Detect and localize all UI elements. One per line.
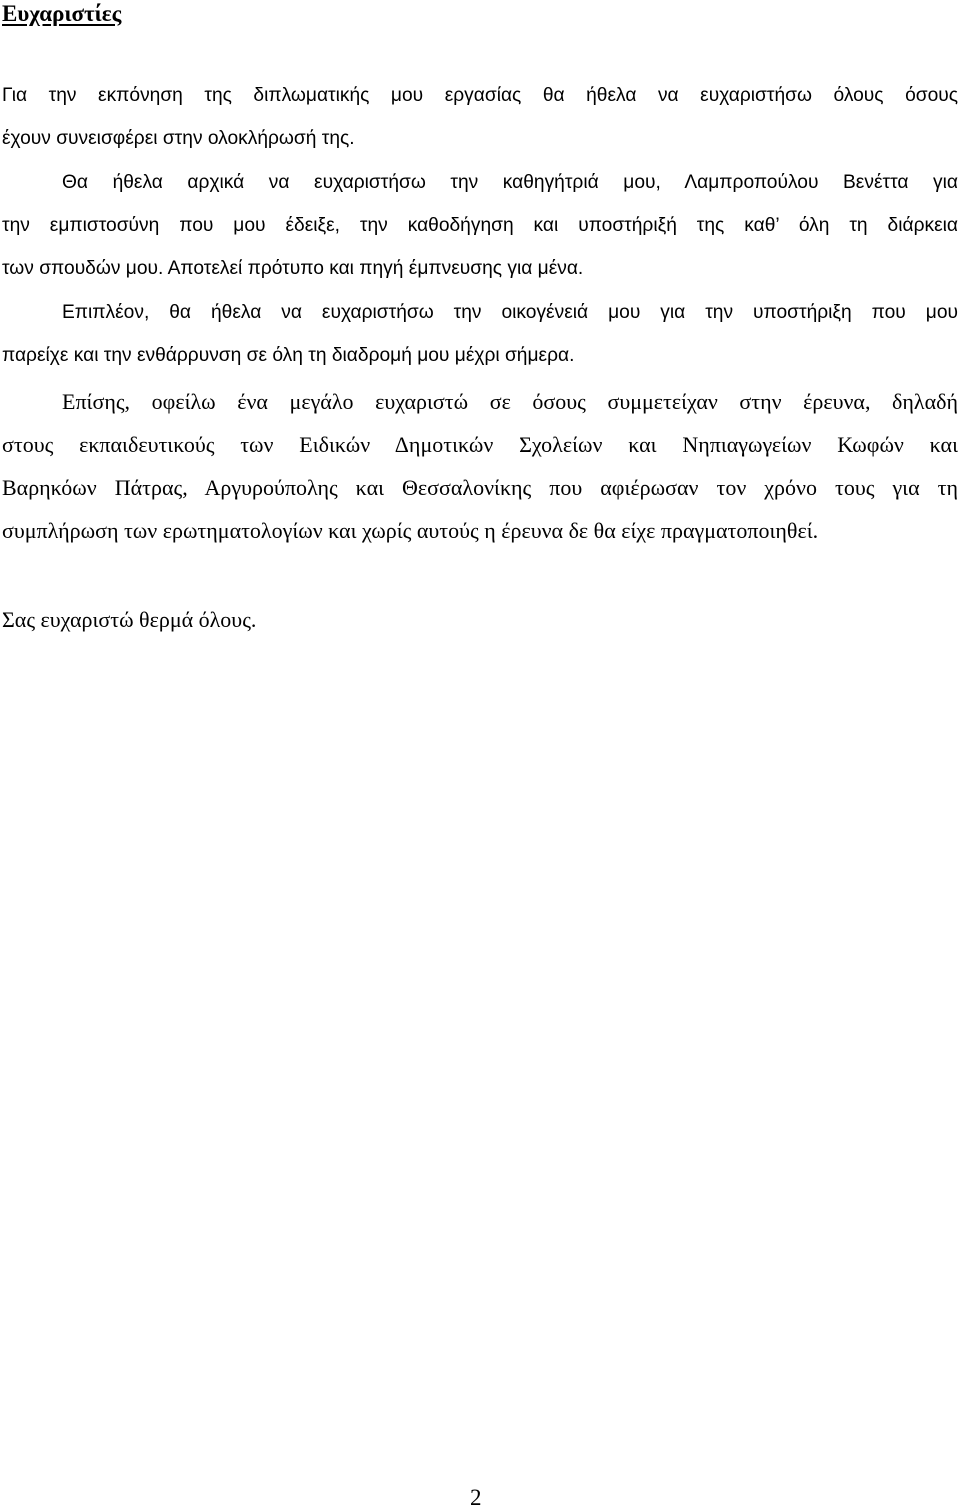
paragraph-participants — [2, 380, 958, 552]
paragraph-line: Βαρηκόων Πάτρας, Αργυρούπολης και Θεσσαλονίκης που αφιέρωσαν τον χρόνο τους για τη — [2, 475, 958, 500]
page-number: 2 — [470, 1485, 482, 1510]
closing-text: Σας ευχαριστώ θερμά όλους. — [2, 607, 257, 632]
paragraph-line: έχουν συνεισφέρει στην ολοκλήρωσή της. — [2, 128, 355, 149]
paragraph-line: Επίσης, οφείλω ένα μεγάλο ευχαριστώ σε όσους συμμετείχαν στην έρευνα, δηλαδή — [62, 389, 958, 414]
closing-line — [2, 598, 958, 641]
paragraph-family — [2, 291, 958, 377]
paragraph-supervisor — [2, 161, 958, 290]
paragraph-line: στους εκπαιδευτικούς των Ειδικών Δημοτικών Σχολείων και Νηπιαγωγείων Κωφών και — [2, 432, 958, 457]
paragraph-line: Για την εκπόνηση της διπλωματικής μου εργασίας θα ήθελα να ευχαριστήσω όλους όσους — [2, 85, 958, 106]
paragraph-line: Θα ήθελα αρχικά να ευχαριστήσω την καθηγήτριά μου, Λαμπροπούλου Βενέττα για — [62, 172, 958, 193]
paragraph-intro — [2, 74, 958, 160]
page-heading: Ευχαριστίες — [2, 1, 122, 26]
paragraph-line: συμπλήρωση των ερωτηματολογίων και χωρίς αυτούς η έρευνα δε θα είχε πραγματοποιηθεί. — [2, 518, 819, 543]
paragraph-line: των σπουδών μου. Αποτελεί πρότυπο και πηγή έμπνευσης για μένα. — [2, 258, 584, 279]
paragraph-line: την εμπιστοσύνη που μου έδειξε, την καθοδήγηση και υποστήριξή της καθ’ όλη τη διάρκεια — [2, 215, 958, 236]
paragraph-line: Επιπλέον, θα ήθελα να ευχαριστήσω την οικογένειά μου για την υποστήριξη που μου — [62, 302, 958, 323]
paragraph-line: παρείχε και την ενθάρρυνση σε όλη τη διαδρομή μου μέχρι σήμερα. — [2, 345, 575, 366]
